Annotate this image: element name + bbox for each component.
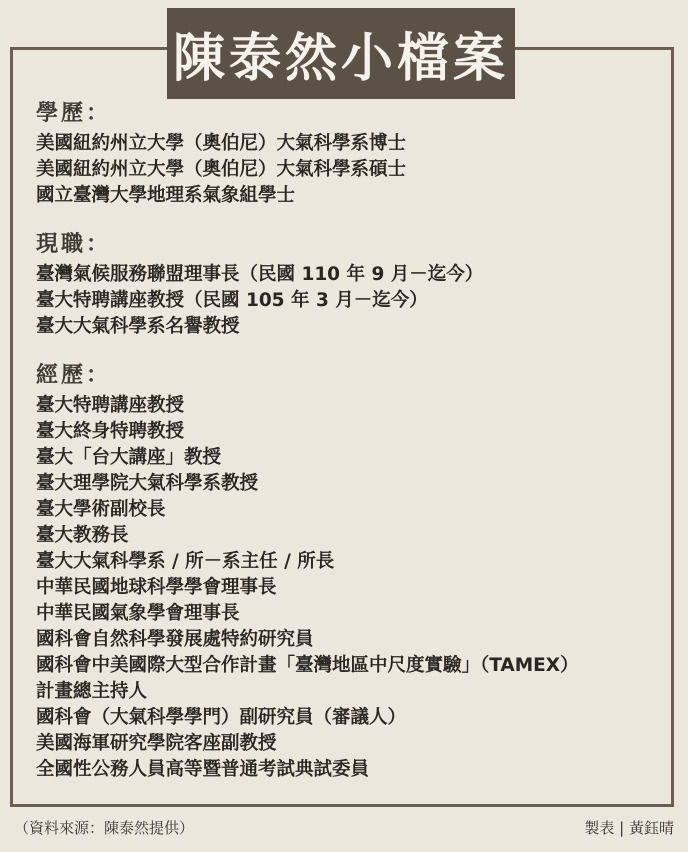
experience-item: 臺大教務長	[36, 525, 129, 546]
experience-item: 全國性公務人員高等暨普通考試典試委員	[36, 759, 370, 780]
source-note: （資料來源：陳泰然提供）	[14, 819, 195, 837]
experience-item: 中華民國地球科學學會理事長	[36, 577, 277, 598]
page-title: 陳泰然小檔案	[172, 29, 509, 89]
experience-item: 國科會自然科學發展處特約研究員	[36, 629, 314, 650]
education-section	[36, 97, 666, 209]
experience-item: 臺大大氣科學系 / 所－系主任 / 所長	[36, 551, 335, 572]
credit-note: 製表 | 黃鈺晴	[584, 819, 674, 837]
experience-item: 中華民國氣象學會理事長	[36, 603, 240, 624]
experience-item: 臺大「台大講座」教授	[36, 447, 222, 468]
current-position-section	[36, 228, 666, 340]
experience-item: 臺大學術副校長	[36, 499, 166, 520]
experience-section	[36, 359, 666, 783]
current-position-heading: 現職：	[36, 232, 112, 257]
experience-item: 美國海軍研究學院客座副教授	[36, 733, 277, 754]
title-banner	[167, 8, 515, 99]
profile-content	[36, 97, 666, 802]
experience-item: 計畫總主持人	[36, 681, 148, 702]
experience-item: 臺大理學院大氣科學系教授	[36, 473, 259, 494]
current-position-item: 臺大大氣科學系名譽教授	[36, 316, 240, 337]
education-item: 國立臺灣大學地理系氣象組學士	[36, 185, 296, 206]
education-item: 美國紐約州立大學（奧伯尼）大氣科學系博士	[36, 133, 407, 154]
current-position-item: 臺大特聘講座教授（民國 105 年 3 月－迄今）	[36, 290, 428, 311]
education-heading: 學歷：	[36, 101, 112, 126]
current-position-item: 臺灣氣候服務聯盟理事長（民國 110 年 9 月－迄今）	[36, 264, 484, 285]
experience-item: 國科會（大氣科學學門）副研究員（審議人）	[36, 707, 407, 728]
experience-item: 臺大終身特聘教授	[36, 421, 185, 442]
education-item: 美國紐約州立大學（奧伯尼）大氣科學系碩士	[36, 159, 407, 180]
experience-item: 臺大特聘講座教授	[36, 395, 185, 416]
experience-item: 國科會中美國際大型合作計畫「臺灣地區中尺度實驗」（TAMEX）	[36, 655, 579, 676]
experience-heading: 經歷：	[36, 363, 112, 388]
